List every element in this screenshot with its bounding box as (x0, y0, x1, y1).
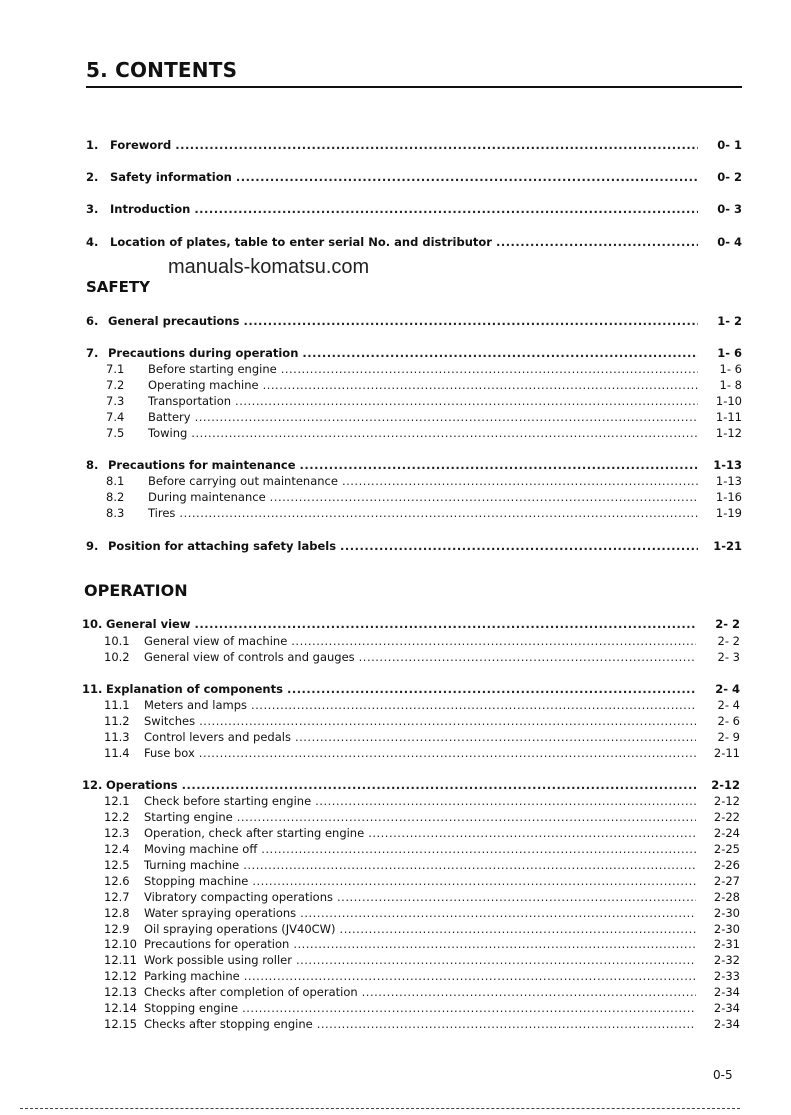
toc-subentry (104, 890, 740, 904)
toc-entry-page: 0- 2 (717, 170, 742, 184)
toc-entry-title: During maintenance (148, 490, 266, 504)
toc-entry-number: 9. (86, 539, 99, 553)
toc-entry-title: Switches (144, 714, 196, 728)
dot-leader (291, 634, 696, 648)
toc-entry-number: 12.2 (104, 810, 130, 824)
toc-entry-number: 12.8 (104, 906, 130, 920)
toc-entry-title: General view (106, 617, 191, 631)
section-heading-operation: OPERATION (84, 581, 188, 600)
dot-leader (251, 698, 696, 712)
dot-leader (359, 650, 696, 664)
page-number: 0-5 (713, 1068, 733, 1082)
toc-entry-number: 10.2 (104, 650, 130, 664)
toc-entry-number: 12.5 (104, 858, 130, 872)
toc-entry-number: 7. (86, 346, 99, 360)
toc-entry-page: 2-11 (713, 746, 740, 760)
bottom-scan-edge (20, 1108, 740, 1109)
toc-entry-number: 6. (86, 314, 99, 328)
toc-entry-number: 7.3 (106, 394, 125, 408)
toc-entry-page: 2-34 (713, 1017, 740, 1031)
dot-leader (191, 426, 698, 440)
toc-entry-page: 1-21 (713, 539, 742, 553)
toc-entry-page: 1- 2 (717, 314, 742, 328)
toc-entry-number: 3. (86, 202, 99, 216)
toc-subentry (106, 394, 742, 408)
toc-subentry (104, 714, 740, 728)
dot-leader (195, 410, 698, 424)
toc-subentry (104, 794, 740, 808)
dot-leader (263, 378, 698, 392)
toc-entry-number: 12.6 (104, 874, 130, 888)
dot-leader (300, 458, 698, 472)
toc-subentry (104, 1017, 740, 1031)
toc-entry-page: 2-12 (711, 778, 740, 792)
dot-leader (244, 969, 696, 983)
toc-entry-page: 2- 2 (715, 617, 740, 631)
toc-entry-number: 8.2 (106, 490, 125, 504)
toc-entry-title: Stopping machine (144, 874, 249, 888)
toc-entry (86, 458, 742, 472)
dot-leader (293, 937, 696, 951)
toc-entry-number: 2. (86, 170, 99, 184)
dot-leader (179, 506, 698, 520)
toc-subentry (106, 378, 742, 392)
toc-entry-title: Work possible using roller (144, 953, 292, 967)
dot-leader (243, 858, 696, 872)
toc-entry (82, 778, 740, 792)
dot-leader (337, 890, 696, 904)
toc-entry-title: Precautions during operation (108, 346, 299, 360)
dot-leader (340, 539, 698, 553)
title-underline (86, 86, 742, 88)
toc-entry (86, 138, 742, 152)
toc-subentry (104, 858, 740, 872)
toc-entry-title: Explanation of components (106, 682, 283, 696)
toc-entry-title: Precautions for maintenance (108, 458, 296, 472)
toc-entry-title: Operating machine (148, 378, 259, 392)
toc-entry-number: 10. (82, 617, 103, 631)
toc-entry-title: Safety information (110, 170, 232, 184)
toc-subentry (104, 922, 740, 936)
toc-entry-page: 1-13 (713, 458, 742, 472)
toc-subentry (106, 426, 742, 440)
toc-entry-title: Starting engine (144, 810, 233, 824)
toc-entry-number: 8. (86, 458, 99, 472)
toc-entry-title: General view of controls and gauges (144, 650, 355, 664)
toc-entry-page: 2- 9 (717, 730, 740, 744)
toc-entry-number: 11. (82, 682, 103, 696)
toc-subentry (104, 730, 740, 744)
toc-entry (86, 202, 742, 216)
toc-entry-number: 12.14 (104, 1001, 137, 1015)
toc-entry-title: Position for attaching safety labels (108, 539, 337, 553)
dot-leader (270, 490, 698, 504)
toc-entry-title: Tires (148, 506, 176, 520)
dot-leader (317, 1017, 696, 1031)
toc-subentry (104, 1001, 740, 1015)
toc-subentry (104, 826, 740, 840)
toc-entry-title: Operations (106, 778, 178, 792)
toc-entry (86, 346, 742, 360)
toc-entry-page: 2-27 (713, 874, 740, 888)
toc-entry-number: 10.1 (104, 634, 130, 648)
toc-entry-title: Vibratory compacting operations (144, 890, 334, 904)
toc-entry-page: 2-28 (713, 890, 740, 904)
toc-entry-page: 2-34 (713, 1001, 740, 1015)
dot-leader (236, 170, 698, 184)
toc-entry-title: Foreword (110, 138, 172, 152)
toc-entry-number: 8.1 (106, 474, 125, 488)
toc-entry-title: Parking machine (144, 969, 240, 983)
toc-entry-number: 12.4 (104, 842, 130, 856)
section-heading-safety: SAFETY (86, 278, 150, 296)
toc-entry-page: 2- 3 (717, 650, 740, 664)
toc-entry-number: 11.2 (104, 714, 130, 728)
dot-leader (243, 314, 698, 328)
toc-entry-title: Location of plates, table to enter serial No. and distributor (110, 235, 492, 249)
toc-entry-number: 12.9 (104, 922, 130, 936)
dot-leader (199, 746, 696, 760)
toc-subentry (104, 874, 740, 888)
toc-entry-page: 1- 6 (717, 346, 742, 360)
toc-subentry (106, 490, 742, 504)
toc-entry (86, 170, 742, 184)
toc-entry-title: Control levers and pedals (144, 730, 291, 744)
toc-subentry (104, 842, 740, 856)
dot-leader (194, 202, 698, 216)
dot-leader (261, 842, 696, 856)
toc-entry-page: 2-34 (713, 985, 740, 999)
toc-entry-title: Checks after completion of operation (144, 985, 358, 999)
toc-entry-page: 2-32 (713, 953, 740, 967)
dot-leader (237, 810, 696, 824)
toc-entry-page: 2-26 (713, 858, 740, 872)
toc-entry-page: 1-10 (715, 394, 742, 408)
dot-leader (182, 778, 696, 792)
toc-entry-number: 12.12 (104, 969, 137, 983)
toc-entry-title: Transportation (148, 394, 232, 408)
dot-leader (340, 922, 696, 936)
toc-entry-title: Fuse box (144, 746, 195, 760)
toc-entry-title: Before carrying out maintenance (148, 474, 338, 488)
toc-entry-title: Precautions for operation (144, 937, 290, 951)
toc-subentry (106, 410, 742, 424)
toc-entry (86, 314, 742, 328)
toc-entry (82, 617, 740, 631)
toc-entry-title: Meters and lamps (144, 698, 247, 712)
dot-leader (296, 953, 696, 967)
toc-entry-number: 12.3 (104, 826, 130, 840)
toc-entry-page: 1- 8 (719, 378, 742, 392)
toc-subentry (106, 362, 742, 376)
toc-entry-page: 2-30 (713, 922, 740, 936)
dot-leader (368, 826, 696, 840)
toc-entry-number: 8.3 (106, 506, 125, 520)
toc-entry-page: 2- 4 (715, 682, 740, 696)
toc-entry-number: 12.13 (104, 985, 137, 999)
toc-entry-page: 1-16 (715, 490, 742, 504)
dot-leader (362, 985, 696, 999)
dot-leader (199, 714, 696, 728)
toc-entry-number: 7.1 (106, 362, 125, 376)
toc-subentry (104, 969, 740, 983)
toc-entry-page: 0- 4 (717, 235, 742, 249)
toc-entry-title: Moving machine off (144, 842, 258, 856)
toc-entry-number: 7.4 (106, 410, 125, 424)
toc-entry-title: General view of machine (144, 634, 288, 648)
toc-entry-page: 0- 3 (717, 202, 742, 216)
toc-subentry (106, 474, 742, 488)
toc-entry-page: 2-24 (713, 826, 740, 840)
toc-entry-title: Oil spraying operations (JV40CW) (144, 922, 336, 936)
toc-subentry (104, 698, 740, 712)
toc-subentry (104, 634, 740, 648)
toc-entry-page: 1- 6 (719, 362, 742, 376)
dot-leader (295, 730, 696, 744)
toc-entry-number: 7.2 (106, 378, 125, 392)
toc-entry-page: 0- 1 (717, 138, 742, 152)
dot-leader (252, 874, 696, 888)
toc-entry-number: 7.5 (106, 426, 125, 440)
dot-leader (302, 346, 698, 360)
toc-entry-number: 1. (86, 138, 99, 152)
toc-subentry (104, 810, 740, 824)
toc-entry-number: 12.1 (104, 794, 130, 808)
toc-entry-page: 2-25 (713, 842, 740, 856)
toc-subentry (104, 985, 740, 999)
dot-leader (342, 474, 698, 488)
dot-leader (194, 617, 696, 631)
toc-entry-page: 2- 4 (717, 698, 740, 712)
toc-subentry (104, 906, 740, 920)
toc-entry-number: 11.3 (104, 730, 130, 744)
toc-entry-title: Stopping engine (144, 1001, 239, 1015)
toc-entry-number: 4. (86, 235, 99, 249)
toc-entry-title: Turning machine (144, 858, 240, 872)
toc-entry-page: 2-22 (713, 810, 740, 824)
toc-entry-page: 1-12 (715, 426, 742, 440)
toc-entry-number: 11.4 (104, 746, 130, 760)
toc-entry-page: 2-31 (713, 937, 740, 951)
toc-entry-page: 1-19 (715, 506, 742, 520)
toc-subentry (104, 650, 740, 664)
toc-entry-page: 1-11 (715, 410, 742, 424)
toc-entry-title: Towing (148, 426, 188, 440)
toc-entry-page: 1-13 (715, 474, 742, 488)
toc-entry (86, 235, 742, 249)
toc-entry-title: Check before starting engine (144, 794, 312, 808)
toc-entry-title: Checks after stopping engine (144, 1017, 313, 1031)
toc-entry-page: 2- 6 (717, 714, 740, 728)
toc-entry (86, 539, 742, 553)
toc-entry (82, 682, 740, 696)
page-title: 5. CONTENTS (86, 58, 238, 82)
toc-subentry (104, 937, 740, 951)
dot-leader (300, 906, 696, 920)
toc-entry-number: 12.15 (104, 1017, 137, 1031)
toc-entry-title: Introduction (110, 202, 191, 216)
toc-entry-page: 2-12 (713, 794, 740, 808)
dot-leader (496, 235, 698, 249)
toc-entry-title: Water spraying operations (144, 906, 297, 920)
toc-entry-number: 12.7 (104, 890, 130, 904)
toc-subentry (106, 506, 742, 520)
toc-entry-page: 2- 2 (717, 634, 740, 648)
toc-entry-number: 12.10 (104, 937, 137, 951)
dot-leader (175, 138, 698, 152)
toc-entry-page: 2-30 (713, 906, 740, 920)
toc-subentry (104, 746, 740, 760)
toc-entry-number: 12.11 (104, 953, 137, 967)
toc-entry-title: General precautions (108, 314, 240, 328)
toc-entry-number: 11.1 (104, 698, 130, 712)
toc-entry-page: 2-33 (713, 969, 740, 983)
dot-leader (281, 362, 698, 376)
toc-entry-title: Battery (148, 410, 191, 424)
toc-subentry (104, 953, 740, 967)
toc-entry-title: Operation, check after starting engine (144, 826, 365, 840)
dot-leader (235, 394, 698, 408)
toc-entry-title: Before starting engine (148, 362, 277, 376)
toc-entry-number: 12. (82, 778, 103, 792)
dot-leader (287, 682, 696, 696)
dot-leader (242, 1001, 696, 1015)
dot-leader (315, 794, 696, 808)
watermark: manuals-komatsu.com (168, 256, 370, 278)
